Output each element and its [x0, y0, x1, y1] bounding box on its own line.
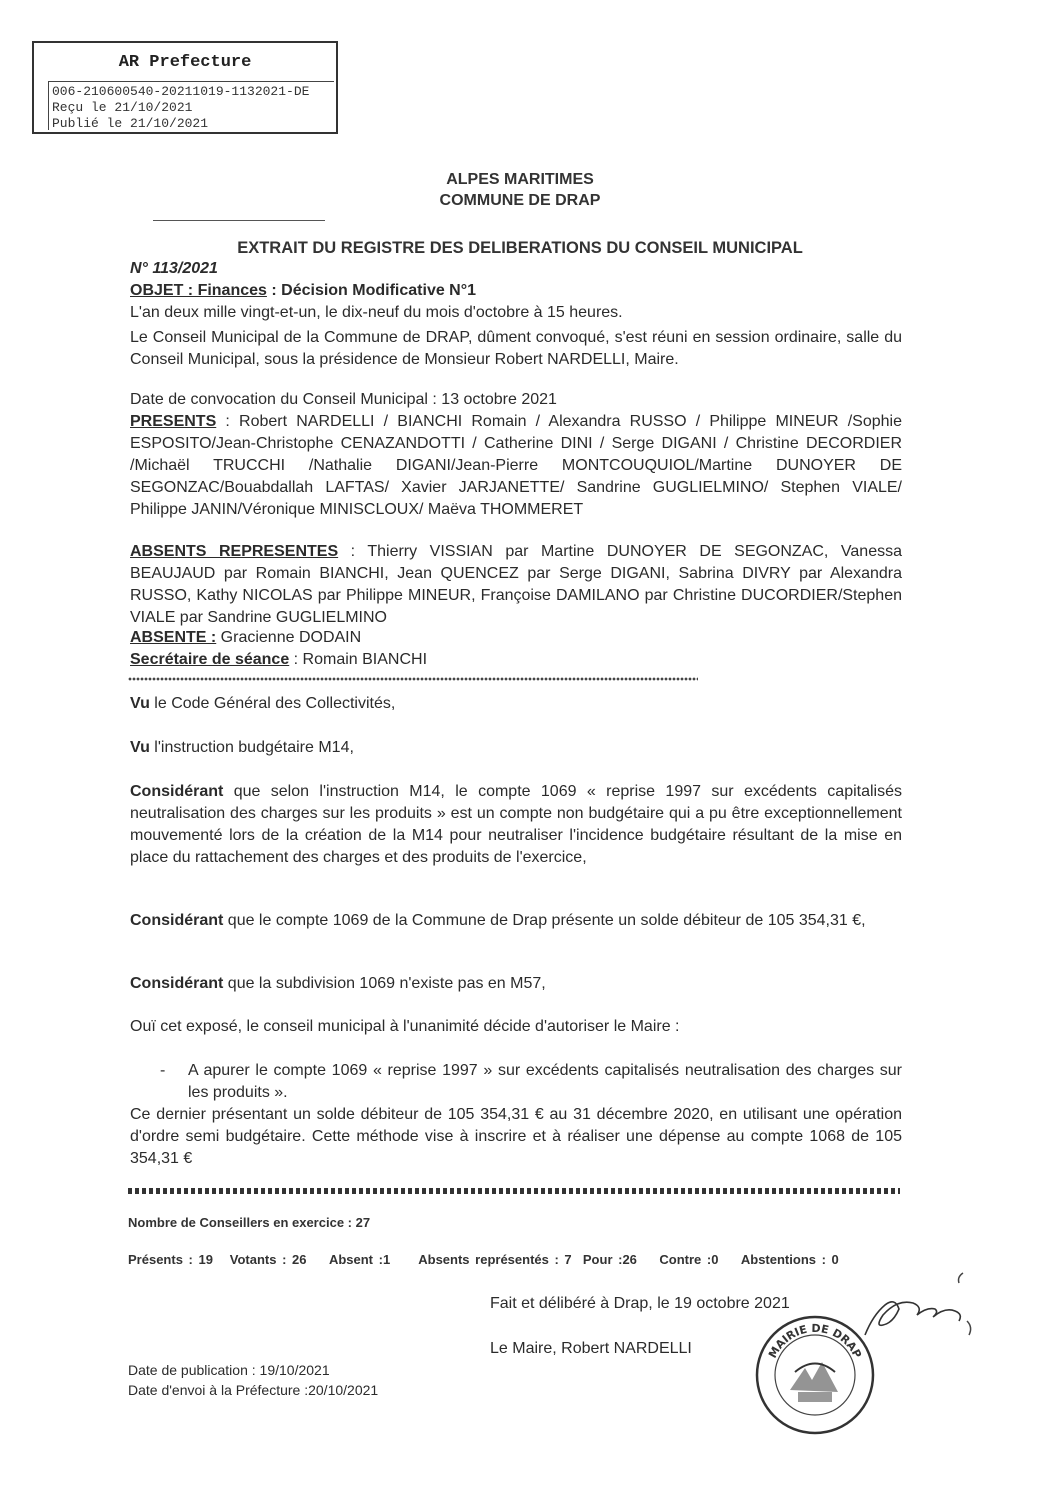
decision-detail: Ce dernier présentant un solde débiteur de 105 354,31 € au 31 décembre 2020, en utilisant une opération d'ordre semi budgétaire. Cette méthode vise à inscrire et à réaliser une dépense au compte 1068 de 105 354,31 € — [130, 1106, 902, 1167]
considerant-2-text: que le compte 1069 de la Commune de Drap présente un solde débiteur de 105 354,31 €, — [223, 912, 866, 929]
considerant-1-text: que selon l'instruction M14, le compte 1069 « reprise 1997 sur excédents capitalisés neutralisation des charges sur les produits » est un compte non budgétaire qui a pu être exceptionnellement mouvementé lors de la création de la M14 pour neutraliser l'incidence budgétaire résultant de la mise en place du rattachement des charges et des produits de l'exercice, — [130, 783, 902, 866]
mayor-name: Le Maire, Robert NARDELLI — [490, 1340, 692, 1357]
objet-label: OBJET : Finances — [130, 282, 267, 299]
stamp-published: Publié le 21/10/2021 — [52, 116, 209, 131]
prefecture-send-date: Date d'envoi à la Préfecture :20/10/2021 — [128, 1382, 379, 1398]
prefecture-stamp — [32, 41, 338, 134]
considerant-3 — [130, 974, 546, 994]
intro-paragraph: Le Conseil Municipal de la Commune de DRAP, dûment convoqué, s'est réuni en session ordinaire, salle du Conseil Municipal, sous la présidence de Monsieur Robert NARDELLI, Maire. — [130, 329, 902, 368]
vu-instruction-text: l'instruction budgétaire M14, — [149, 739, 354, 756]
absents-represented-list: : Thierry VISSIAN par Martine DUNOYER DE SEGONZAC, Vanessa BEAUJAUD par Romain BIANCHI, Jean QUENCEZ par Serge DIGANI, Sabrina DIVRY par Alexandra RUSSO, Kathy NICOLAS par Philippe MINEUR, Françoise DAMILANO par Christine DUCORDIER/Stephen VIALE par Sandrine GUGLIELMINO — [130, 543, 902, 626]
vu-keyword: Vu — [130, 695, 150, 712]
stamp-received: Reçu le 21/10/2021 — [52, 100, 193, 115]
vote-votants: Votants : 26 — [229, 1252, 307, 1267]
considerant-keyword: Considérant — [130, 975, 224, 992]
bullet-mark: - — [160, 1062, 166, 1079]
absente-name: Gracienne DODAIN — [216, 629, 362, 646]
considerant-1 — [130, 781, 902, 869]
absente-label: ABSENTE : — [130, 629, 217, 646]
decision-intro: Ouï cet exposé, le conseil municipal à l'unanimité décide d'autoriser le Maire : — [130, 1018, 680, 1035]
header-divider — [153, 220, 325, 221]
vote-abstentions: Abstentions : 0 — [740, 1252, 839, 1267]
secretaire-name: : Romain BIANCHI — [289, 651, 428, 668]
vu-code — [130, 694, 395, 714]
decision-bullet: A apurer le compte 1069 « reprise 1997 » sur excédents capitalisés neutralisation des charges sur les produits ». — [188, 1062, 902, 1101]
objet-line — [130, 281, 476, 301]
vote-absents-represented: Absents représentés : 7 — [418, 1252, 572, 1267]
objet-text: : Décision Modificative N°1 — [266, 282, 477, 299]
stamp-details — [48, 81, 334, 130]
considerant-keyword: Considérant — [130, 912, 224, 929]
presents-list: : Robert NARDELLI / BIANCHI Romain / Alexandra RUSSO / Philippe MINEUR /Sophie ESPOSITO/Jean-Christophe CENAZANDOTTI / Catherine DINI / Serge DIGANI / Christine DECORDIER /Michaël TRUCCHI /Nathalie DIGANI/Jean-Pierre MONTCOUQUIOL/Martine DUNOYER DE SEGONZAC/Bouabdallah LAFTAS/ Xavier JARJANETTE/ Sandrine GUGLIELMINO/ Stephen VIALE/ Philippe JANIN/Véronique MINISCLOUX/ Maëva THOMMERET — [130, 413, 902, 518]
vote-pour: Pour :26 — [582, 1252, 637, 1267]
absente-line — [130, 628, 361, 648]
conseillers-count: Nombre de Conseillers en exercice : 27 — [128, 1215, 371, 1230]
commune-title: COMMUNE DE DRAP — [439, 192, 601, 209]
intro-line: L'an deux mille vingt-et-un, le dix-neuf du mois d'octobre à 15 heures. — [130, 304, 623, 321]
stamp-reference: 006-210600540-20211019-1132021-DE — [52, 84, 310, 99]
absents-represented-paragraph — [130, 541, 902, 629]
dashed-divider — [128, 1188, 900, 1194]
vote-contre: Contre :0 — [659, 1252, 719, 1267]
secretaire-line — [130, 650, 427, 670]
vu-instruction — [130, 738, 354, 758]
deliberation-number: N° 113/2021 — [130, 260, 218, 277]
asterisk-divider — [128, 676, 698, 682]
vote-absent: Absent :1 — [328, 1252, 391, 1267]
convocation-date: Date de convocation du Conseil Municipal : 13 octobre 2021 — [130, 391, 557, 408]
signature-place-date: Fait et délibéré à Drap, le 19 octobre 2021 — [490, 1295, 790, 1312]
considerant-keyword: Considérant — [130, 783, 224, 800]
vu-code-text: le Code Général des Collectivités, — [149, 695, 396, 712]
register-title: EXTRAIT DU REGISTRE DES DELIBERATIONS DU CONSEIL MUNICIPAL — [237, 239, 803, 257]
publication-date: Date de publication : 19/10/2021 — [128, 1362, 330, 1378]
presents-paragraph — [130, 411, 902, 521]
absents-represented-label: ABSENTS REPRESENTES — [130, 543, 339, 560]
vu-keyword: Vu — [130, 739, 150, 756]
considerant-3-text: que la subdivision 1069 n'existe pas en M57, — [223, 975, 546, 992]
mayor-signature-icon — [855, 1265, 985, 1345]
vote-presents: Présents : 19 — [128, 1252, 213, 1267]
vote-results — [128, 1250, 839, 1270]
secretaire-label: Secrétaire de séance — [130, 651, 290, 668]
region-title: ALPES MARITIMES — [446, 171, 594, 188]
presents-label: PRESENTS — [130, 413, 217, 430]
stamp-title: AR Prefecture — [118, 53, 252, 72]
svg-text:MAIRIE DE DRAP: MAIRIE DE DRAP — [766, 1321, 865, 1361]
considerant-2 — [130, 910, 902, 932]
